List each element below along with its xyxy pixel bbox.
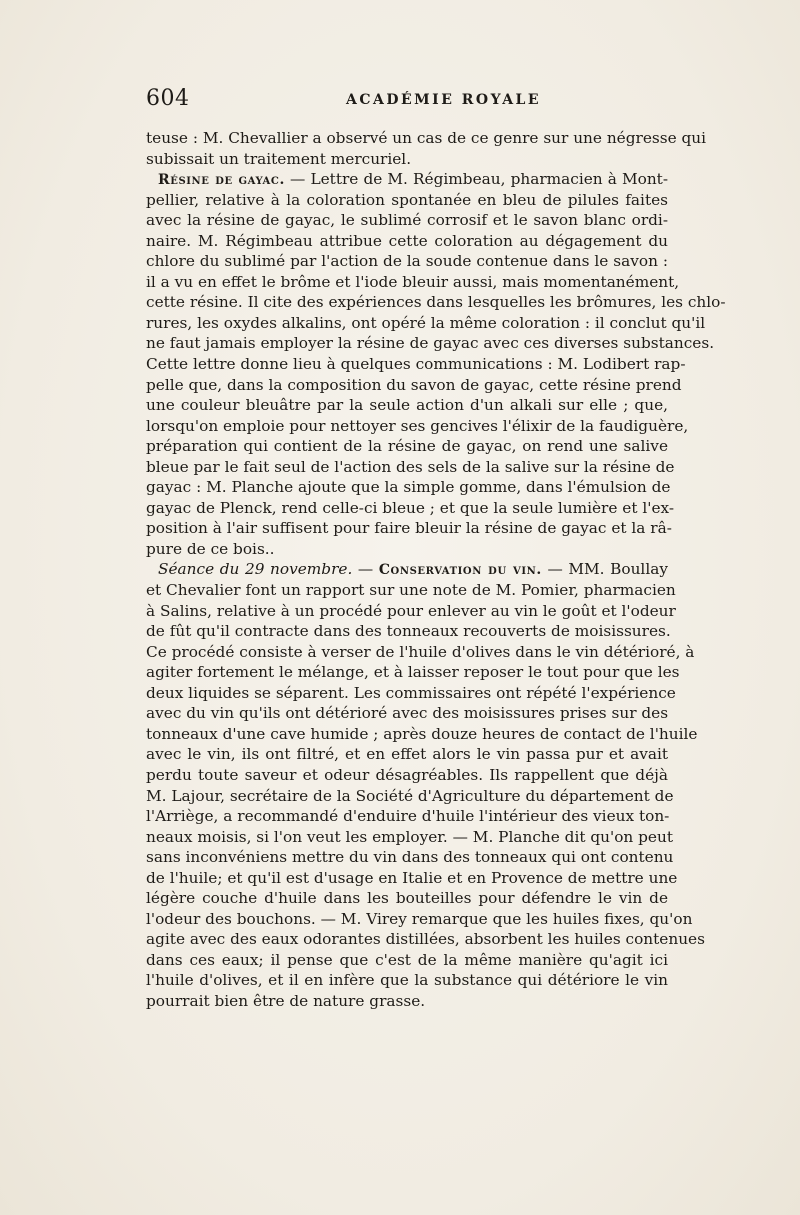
page-number: 604 — [146, 86, 190, 111]
text-line — [146, 539, 668, 560]
text-line — [146, 703, 668, 724]
line-text: M. Lajour, secrétaire de la Société d'Agriculture du département de — [146, 786, 674, 805]
text-line — [146, 786, 674, 807]
line-text: tonneaux d'une cave humide ; après douze heures de contact de l'huile — [146, 724, 698, 743]
text-line — [146, 621, 671, 642]
line-text: dans ces eaux; il pense que c'est de la même manière qu'agit ici — [146, 950, 668, 969]
line-text: ne faut jamais employer la résine de gayac avec ces diverses substances. — [146, 334, 715, 353]
text-line — [146, 272, 680, 293]
line-text: avec du vin qu'ils ont détérioré avec des moisissures prises sur des — [146, 704, 669, 723]
line-text: subissait un traitement mercuriel. — [146, 149, 412, 168]
line-text: sans inconvéniens mettre du vin dans des tonneaux qui ont contenu — [146, 848, 674, 867]
line-text: position à l'air suffisent pour faire bleuir la résine de gayac et la râ- — [146, 519, 672, 538]
text-line — [146, 580, 676, 601]
line-text: avec la résine de gayac, le sublimé corrosif et le savon blanc ordi- — [146, 211, 668, 230]
line-text: et Chevalier font un rapport sur une note de M. Pomier, pharmacien — [146, 581, 676, 600]
text-line — [146, 354, 686, 375]
text-line — [146, 909, 693, 930]
line-text: teuse : M. Chevallier a observé un cas de ce genre sur une négresse qui — [146, 129, 707, 147]
text-line — [146, 169, 668, 190]
line-text: cette résine. Il cite des expériences dans lesquelles les brômures, les chlo- — [146, 293, 726, 312]
line-text: pure de ce bois.. — [146, 539, 275, 558]
text-line — [146, 128, 707, 149]
line-text: gayac : M. Planche ajoute que la simple gomme, dans l'émulsion de — [146, 478, 671, 497]
text-line — [146, 518, 672, 539]
text-line — [146, 765, 668, 786]
body-text — [146, 128, 726, 1012]
text-line — [146, 929, 705, 950]
text-line — [146, 190, 668, 211]
section-heading: Conservation du vin. — [378, 562, 542, 579]
text-line — [146, 724, 698, 745]
line-text: rures, les oxydes alkalins, ont opéré la même coloration : il conclut qu'il — [146, 313, 706, 332]
line-text: de l'huile; et qu'il est d'usage en Italie et en Provence de mettre une — [146, 868, 678, 887]
line-text: de fût qu'il contracte dans des tonneaux recouverts de moisissures. — [146, 622, 671, 641]
text-line — [146, 395, 668, 416]
section-heading: Résine de gayac. — [158, 172, 285, 189]
text-line — [146, 888, 668, 909]
text-line — [146, 457, 675, 478]
line-text: préparation qui contient de la résine de gayac, on rend une salive — [146, 437, 668, 456]
text-line — [146, 744, 668, 765]
text-line — [146, 149, 668, 170]
line-text: légère couche d'huile dans les bouteilles pour défendre le vin de — [146, 889, 668, 908]
line-text: l'huile d'olives, et il en infère que la substance qui détériore le vin — [146, 971, 668, 990]
line-text: Cette lettre donne lieu à quelques communications : M. Lodibert rap- — [146, 355, 686, 374]
line-text: — — [352, 560, 379, 579]
text-line — [146, 950, 668, 971]
text-line — [146, 601, 676, 622]
text-line — [146, 662, 680, 683]
text-line — [146, 436, 668, 457]
text-line — [146, 970, 668, 991]
line-text: gayac de Plenck, rend celle-ci bleue ; et que la seule lumière et l'ex- — [146, 498, 675, 517]
text-line — [146, 991, 668, 1012]
text-line — [146, 827, 673, 848]
text-line — [146, 498, 675, 519]
line-text: l'odeur des bouchons. — M. Virey remarque que les huiles fixes, qu'on — [146, 909, 693, 928]
line-text: une couleur bleuâtre par la seule action d'un alkali sur elle ; que, — [146, 396, 668, 415]
line-text: deux liquides se séparent. Les commissaires ont répété l'expérience — [146, 683, 676, 702]
line-text: naire. M. Régimbeau attribue cette coloration au dégagement du — [146, 231, 668, 250]
line-text: — MM. Boullay — [541, 560, 668, 579]
text-line — [146, 313, 706, 334]
line-text: pourrait bien être de nature grasse. — [146, 991, 426, 1010]
running-head: ACADÉMIE ROYALE — [346, 92, 542, 108]
line-text: chlore du sublimé par l'action de la soude contenue dans le savon : — [146, 252, 668, 271]
line-text: pelle que, dans la composition du savon de gayac, cette résine prend — [146, 375, 682, 394]
line-text: pellier, relative à la coloration spontanée en bleu de pilules faites — [146, 190, 668, 209]
line-text: il a vu en effet le brôme et l'iode bleuir aussi, mais momentanément, — [146, 272, 680, 291]
text-line — [146, 231, 668, 252]
session-date: Séance du 29 novembre. — [158, 560, 353, 579]
text-line — [146, 292, 726, 313]
line-text: à Salins, relative à un procédé pour enlever au vin le goût et l'odeur — [146, 601, 676, 620]
text-line — [146, 642, 695, 663]
line-text: lorsqu'on emploie pour nettoyer ses gencives l'élixir de la faudiguère, — [146, 416, 689, 435]
text-line — [146, 868, 678, 889]
text-line — [146, 477, 671, 498]
line-text: avec le vin, ils ont filtré, et en effet alors le vin passa pur et avait — [146, 745, 668, 764]
text-line — [146, 333, 715, 354]
line-text: agiter fortement le mélange, et à laisser reposer le tout pour que les — [146, 663, 680, 682]
text-line — [146, 683, 676, 704]
line-text: bleue par le fait seul de l'action des sels de la salive sur la résine de — [146, 457, 675, 476]
line-text: neaux moisis, si l'on veut les employer. — M. Planche dit qu'on peut — [146, 827, 673, 846]
line-text: l'Arriège, a recommandé d'enduire d'huile l'intérieur des vieux ton- — [146, 807, 670, 826]
line-text: Ce procédé consiste à verser de l'huile d'olives dans le vin détérioré, à — [146, 642, 695, 661]
line-text: — Lettre de M. Régimbeau, pharmacien à Mont- — [284, 170, 669, 189]
text-line — [146, 210, 668, 231]
text-line — [146, 847, 674, 868]
text-line — [146, 375, 682, 396]
text-line — [146, 251, 668, 272]
text-line — [146, 806, 668, 827]
text-line — [146, 559, 668, 580]
text-line — [146, 416, 689, 437]
page-header — [146, 86, 666, 120]
line-text: agite avec des eaux odorantes distillées, absorbent les huiles contenues — [146, 930, 705, 949]
line-text: perdu toute saveur et odeur désagréables. Ils rappellent que déjà — [146, 765, 668, 784]
